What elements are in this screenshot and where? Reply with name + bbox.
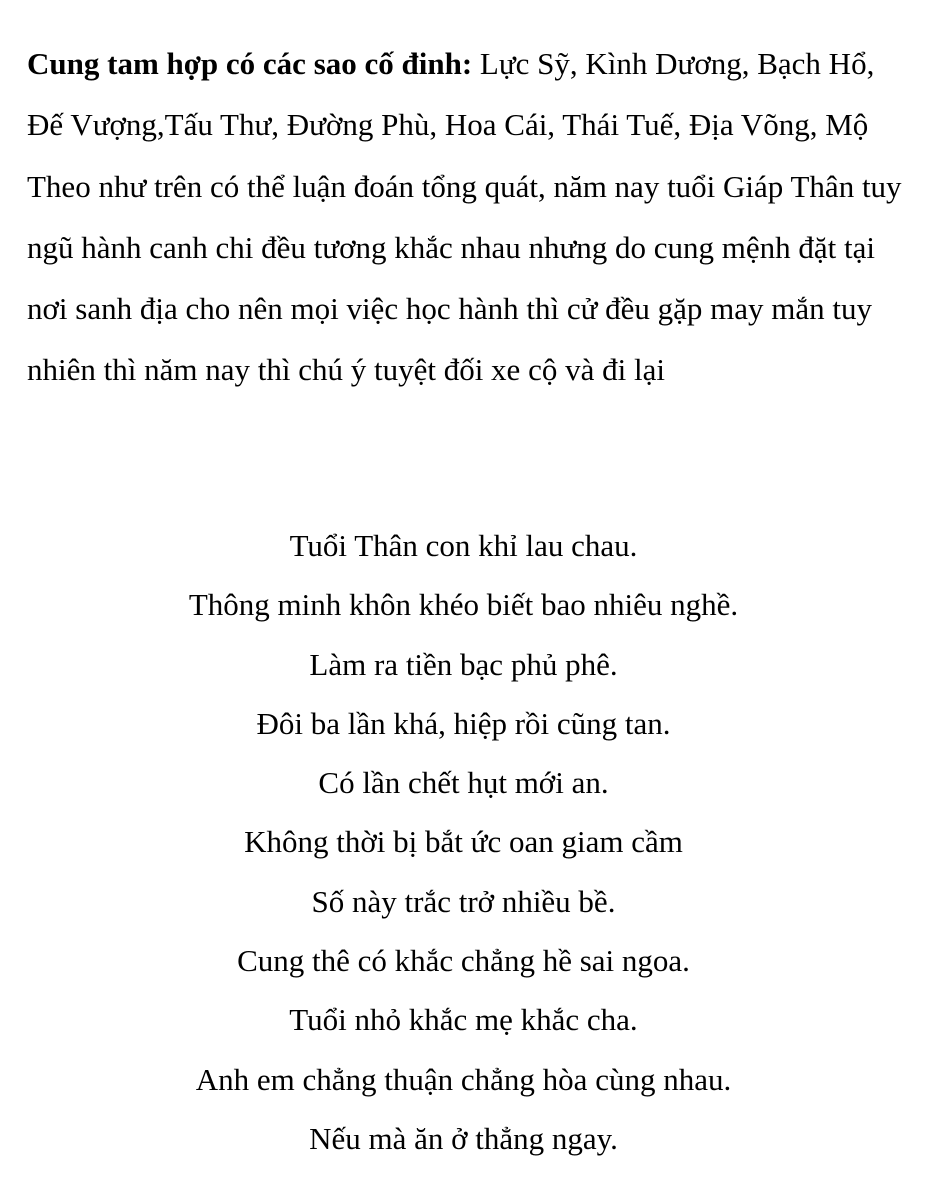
stars-heading: Cung tam hợp có các sao cố đinh: <box>27 46 473 81</box>
poem-line: Không thời bị bắt ức oan giam cầm <box>244 824 683 860</box>
poem-line: Nếu mà ăn ở thẳng ngay. <box>309 1120 618 1156</box>
stars-list: Lực Sỹ, Kình Dương, Bạch Hổ, Đế Vượng,Tấu Thư, Đường Phù, Hoa Cái, Thái Tuế, Địa Võng, Mộ <box>27 46 875 143</box>
poem-line: Tuổi Thân con khỉ lau chau. <box>289 528 638 563</box>
poem <box>0 516 927 1168</box>
stars-paragraph <box>27 33 907 156</box>
poem-line: Tuổi nhỏ khắc mẹ khắc cha. <box>289 1002 638 1038</box>
poem-line: Có lần chết hụt mới an. <box>318 765 609 801</box>
poem-line: Thông minh khôn khéo biết bao nhiêu nghề. <box>188 587 739 623</box>
poem-line: Đôi ba lần khá, hiệp rồi cũng tan. <box>256 705 671 741</box>
poem-line: Làm ra tiền bạc phủ phê. <box>309 646 618 682</box>
poem-line: Số này trắc trở nhiều bề. <box>311 883 616 919</box>
poem-line: Cung thê có khắc chẳng hề sai ngoa. <box>237 943 690 979</box>
poem-line: Anh em chẳng thuận chẳng hòa cùng nhau. <box>195 1061 732 1097</box>
forecast-paragraph: Theo như trên có thể luận đoán tổng quát, năm nay tuổi Giáp Thân tuy ngũ hành canh chi đều tương khắc nhau nhưng do cung mệnh đặt tại nơi sanh địa cho nên mọi việc học hành thì cử đều gặp may mắn tuy nhiên thì năm nay thì chú ý tuyệt đối xe cộ và đi lại <box>27 168 902 388</box>
prose-section <box>27 33 907 401</box>
